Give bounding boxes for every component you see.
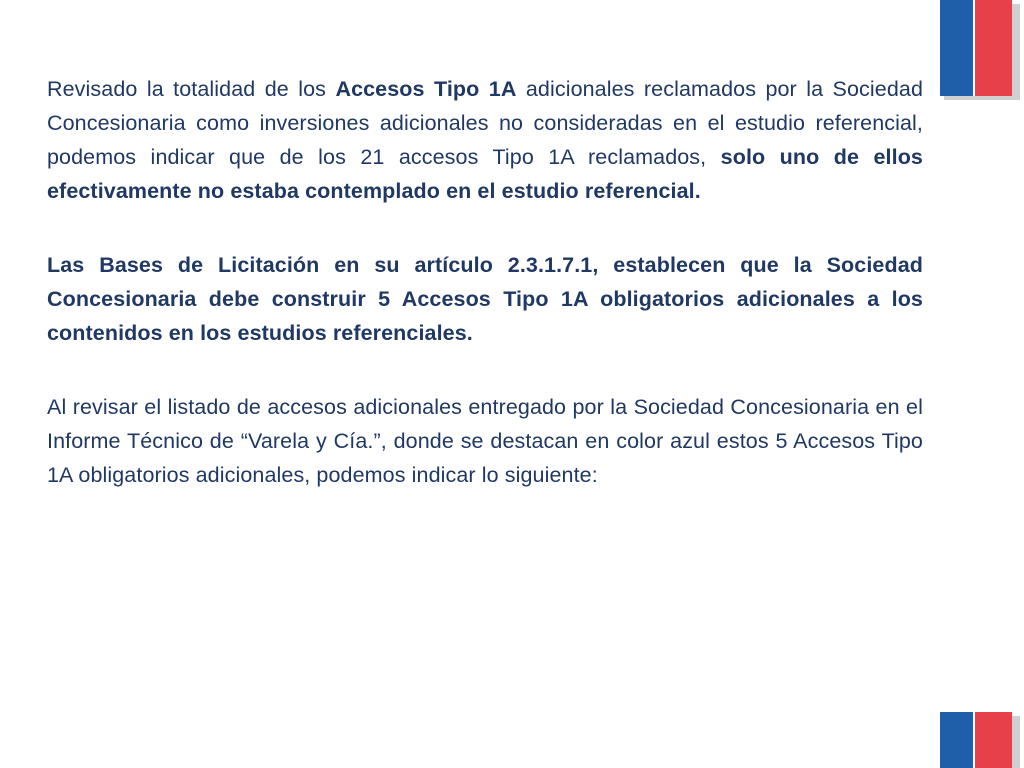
p2-bold-text: Las Bases de Licitación en su artículo 2.3.1.7.1, establecen que la Sociedad Concesionaria debe construir 5 Accesos Tipo 1A obligatorios adicionales a los contenidos en los estudios referenciales. — [47, 253, 923, 345]
flag-red-stripe — [974, 712, 1012, 768]
flag-red-stripe — [974, 0, 1012, 96]
flag-decoration-bottom — [940, 712, 1016, 768]
flag-blue-stripe — [940, 712, 974, 768]
p3-text: Al revisar el listado de accesos adicionales entregado por la Sociedad Concesionaria en el Informe Técnico de “Varela y Cía.”, donde se destacan en color azul estos 5 Accesos Tipo 1A obligatorios adicionales, podemos indicar lo siguiente: — [47, 395, 923, 487]
flag-gap — [973, 0, 975, 96]
paragraph-2 — [47, 248, 923, 350]
slide-body — [47, 72, 923, 532]
p1-text-continued: adicionales reclamados por la Sociedad Concesionaria como inversiones adicionales no consideradas en el estudio referencial, podemos indicar que de los 21 accesos Tipo 1A reclamados, — [47, 77, 923, 169]
flag-gap — [973, 712, 975, 768]
p1-bold-accesos: Accesos Tipo 1A — [335, 77, 517, 101]
paragraph-3 — [47, 390, 923, 492]
flag-blue-stripe — [940, 0, 974, 96]
paragraph-1 — [47, 72, 923, 208]
p1-text: Revisado la totalidad de los — [47, 77, 336, 101]
flag-decoration-top — [940, 0, 1016, 96]
p1-bold-conclusion: solo uno de ellos efectivamente no estaba contemplado en el estudio referencial. — [47, 145, 923, 203]
